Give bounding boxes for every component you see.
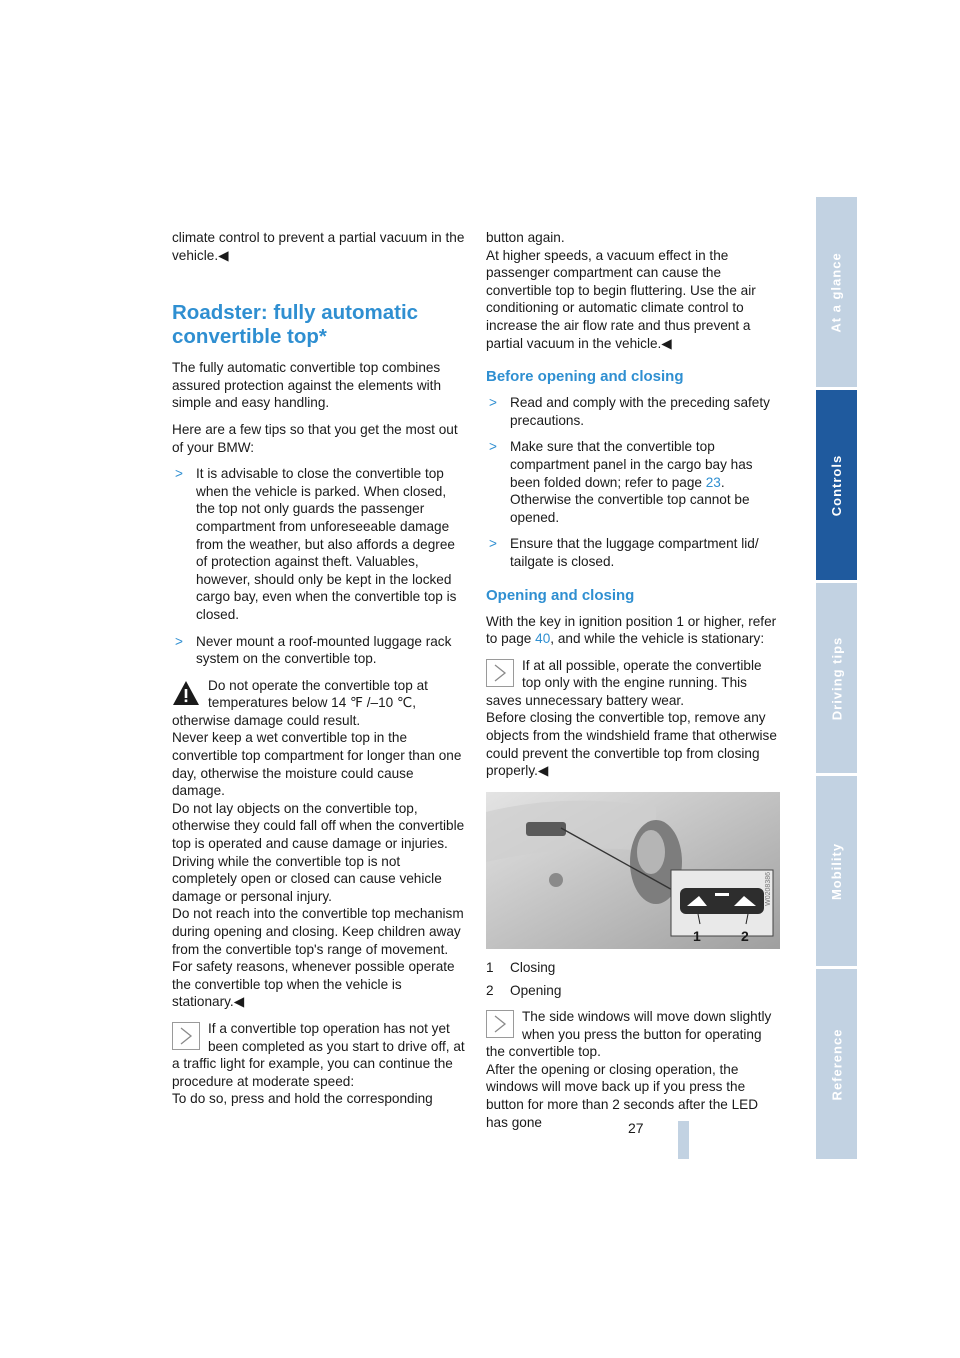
note-text: The side windows will move down slightly when you press the button for operating the convertible top. — [486, 1009, 772, 1060]
info-note — [486, 1008, 782, 1131]
figure-label-1: 1 — [693, 927, 701, 944]
note-text: After the opening or closing operation, the windows will move back up if you press the button for more than 2 seconds after the LED has gone — [486, 1061, 759, 1130]
note-text: Before closing the convertible top, remove any objects from the windshield frame that otherwise could prevent the convertible top from closing properly.◀ — [486, 710, 777, 779]
bullet-item — [486, 438, 782, 526]
figure-code: W0208386 — [765, 871, 773, 906]
info-note — [172, 1020, 468, 1108]
note-text: If at all possible, operate the convertible top only with the engine running. This saves unnecessary battery wear. — [486, 657, 762, 708]
tab-driving-tips[interactable]: Driving tips — [816, 583, 857, 773]
legend-item — [486, 959, 782, 977]
legend-item — [486, 982, 782, 1000]
bullet-item — [172, 633, 468, 668]
legend-number: 2 — [486, 983, 494, 999]
right-column — [486, 229, 782, 1140]
legend-label: Closing — [510, 959, 556, 975]
bullet-text: Read and comply with the preceding safety precautions. — [510, 395, 770, 428]
section-heading-before: Before opening and closing — [486, 368, 684, 386]
convertible-top-switch-image — [486, 792, 780, 949]
info-note — [486, 657, 782, 780]
bullet-text: Make sure that the convertible top compartment panel in the cargo bay has been folded down; refer to page — [510, 439, 753, 490]
warning-text: Do not lay objects on the convertible top, otherwise they could fall off when the convertible top is operated and cause damage or injuries. — [172, 800, 465, 852]
note-text: To do so, press and hold the corresponding — [172, 1091, 433, 1107]
legend-number: 1 — [486, 959, 494, 975]
intro-paragraph: climate control to prevent a partial vacuum in the vehicle.◀ — [172, 230, 465, 263]
note-text: If a convertible top operation has not yet been completed as you start to drive off, at a traffic light for example, you can continue the procedure at moderate speed: — [172, 1020, 465, 1089]
paragraph: The fully automatic convertible top combines assured protection against the elements with simple and easy handling. — [172, 360, 442, 411]
continued-text: At higher speeds, a vacuum effect in the passenger compartment can cause the convertible top to begin fluttering. Use the air conditioning or automatic climate control to increase the air flow rate and thus prevent a partial vacuum in the vehicle.◀ — [486, 247, 756, 351]
bullet-item — [486, 535, 782, 570]
figure-label-2: 2 — [741, 927, 749, 944]
warning-text: Do not operate the convertible top at temperatures below 14 ℉ /–10 ℃, otherwise damage could result. — [172, 677, 428, 728]
note-triangle-icon — [486, 1010, 514, 1038]
bullet-text: Never mount a roof-mounted luggage rack system on the convertible top. — [196, 633, 452, 667]
bullet-mark: > — [489, 395, 497, 411]
paragraph-text: With the key in ignition position 1 or higher, refer to page — [486, 613, 777, 647]
section-tabs — [816, 197, 857, 1162]
warning-text: Never keep a wet convertible top in the convertible top compartment for longer than one day, otherwise the moisture could cause damage. — [172, 730, 462, 799]
tab-mobility[interactable]: Mobility — [816, 776, 857, 966]
tab-controls[interactable]: Controls — [816, 390, 857, 580]
paragraph: Here are a few tips so that you get the most out of your BMW: — [172, 421, 458, 455]
bullet-item — [172, 465, 468, 623]
left-column — [172, 229, 468, 1117]
tab-at-a-glance[interactable]: At a glance — [816, 197, 857, 387]
page-link-40[interactable]: 40 — [535, 631, 551, 647]
tab-reference[interactable]: Reference — [816, 969, 857, 1159]
section-heading-opening: Opening and closing — [486, 586, 635, 604]
warning-icon — [172, 679, 200, 707]
warning-note — [172, 677, 468, 1011]
bullet-text: Ensure that the luggage compartment lid/ tailgate is closed. — [510, 536, 759, 569]
page-number: 27 — [628, 1120, 644, 1136]
bullet-mark: > — [489, 439, 497, 455]
bullet-mark: > — [175, 633, 183, 649]
continued-text: button again. — [486, 230, 565, 245]
legend-label: Opening — [510, 983, 562, 999]
warning-text: Do not reach into the convertible top mechanism during opening and closing. Keep children away from the convertible top's range of movement. — [172, 906, 464, 957]
note-triangle-icon — [172, 1022, 200, 1050]
bullet-item — [486, 394, 782, 429]
bullet-mark: > — [175, 466, 183, 482]
warning-text: For safety reasons, whenever possible operate the convertible top when the vehicle is stationary.◀ — [172, 959, 455, 1010]
warning-text: Driving while the convertible top is not completely open or closed can cause vehicle damage or personal injury. — [172, 853, 442, 904]
bullet-text: . Otherwise the convertible top cannot be opened. — [510, 474, 750, 525]
paragraph — [486, 613, 782, 648]
page-marker-bar — [678, 1121, 689, 1159]
paragraph-text: , and while the vehicle is stationary: — [550, 631, 765, 647]
section-heading-roadster: Roadster: fully automatic convertible top* — [172, 301, 419, 349]
bullet-mark: > — [489, 536, 497, 552]
note-triangle-icon — [486, 659, 514, 687]
page-link-23[interactable]: 23 — [705, 474, 721, 490]
bullet-text: It is advisable to close the convertible top when the vehicle is parked. When closed, the top not only guards the passenger compartment from unforeseeable damage from the weather, but also affords a degree of protection against theft. Valuables, however, should only be kept in the locked cargo bay, even when the convertible top is closed. — [196, 466, 457, 622]
console-illustration — [486, 792, 780, 949]
